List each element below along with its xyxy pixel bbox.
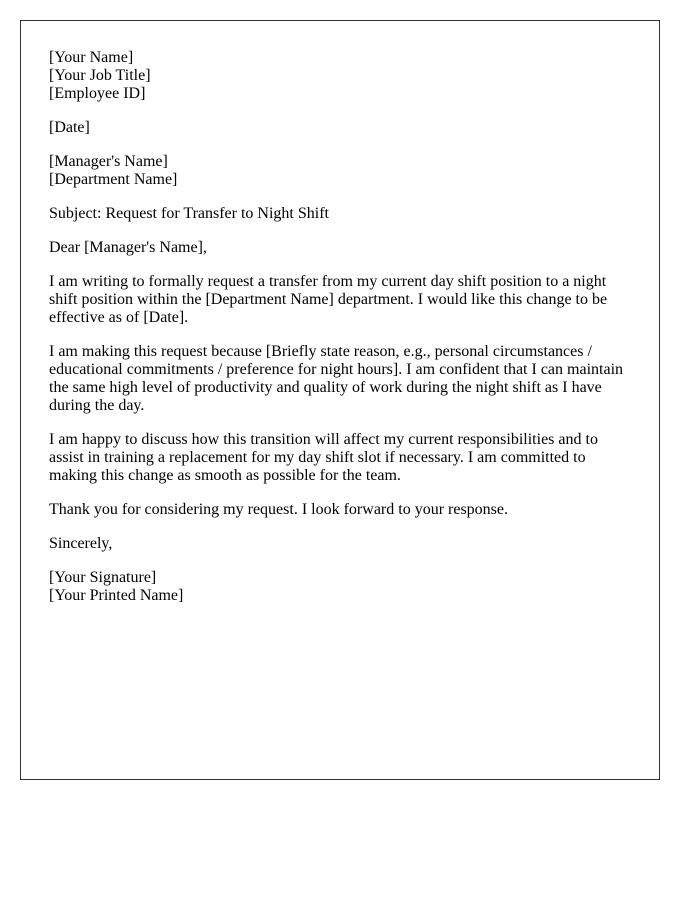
signature-block [49,569,639,605]
recipient-department-name: [Department Name] [49,171,178,188]
paragraph-line: during the day. [49,397,145,414]
sender-name: [Your Name] [49,49,134,66]
closing-block [49,535,639,553]
letter-body [49,49,639,621]
letter-page [20,20,660,780]
printed-name: [Your Printed Name] [49,587,184,604]
sender-job-title: [Your Job Title] [49,67,151,84]
paragraph-line: I am making this request because [Briefly state reason, e.g., personal circumstances / [49,343,592,360]
paragraph-2 [49,343,639,415]
letter-date: [Date] [49,119,90,136]
paragraph-3 [49,431,639,485]
paragraph-line: effective as of [Date]. [49,309,189,326]
paragraph-1 [49,273,639,327]
date-block [49,119,639,137]
sender-block [49,49,639,103]
paragraph-line: the same high level of productivity and quality of work during the night shift as I have [49,379,602,396]
salutation-block [49,239,639,257]
subject-line: Subject: Request for Transfer to Night Shift [49,205,329,222]
sender-employee-id: [Employee ID] [49,85,146,102]
signature: [Your Signature] [49,569,157,586]
recipient-block [49,153,639,189]
paragraph-line: making this change as smooth as possible for the team. [49,467,401,484]
paragraph-4 [49,501,639,519]
paragraph-line: educational commitments / preference for night hours]. I am confident that I can maintain [49,361,624,378]
salutation: Dear [Manager's Name], [49,239,207,256]
subject-block [49,205,639,223]
paragraph-line: I am happy to discuss how this transition will affect my current responsibilities and to [49,431,598,448]
recipient-manager-name: [Manager's Name] [49,153,168,170]
paragraph-line: shift position within the [Department Name] department. I would like this change to be [49,291,608,308]
closing: Sincerely, [49,535,113,552]
paragraph-line: assist in training a replacement for my day shift slot if necessary. I am committed to [49,449,586,466]
paragraph-line: I am writing to formally request a transfer from my current day shift position to a night [49,273,607,290]
paragraph-line: Thank you for considering my request. I look forward to your response. [49,501,508,518]
